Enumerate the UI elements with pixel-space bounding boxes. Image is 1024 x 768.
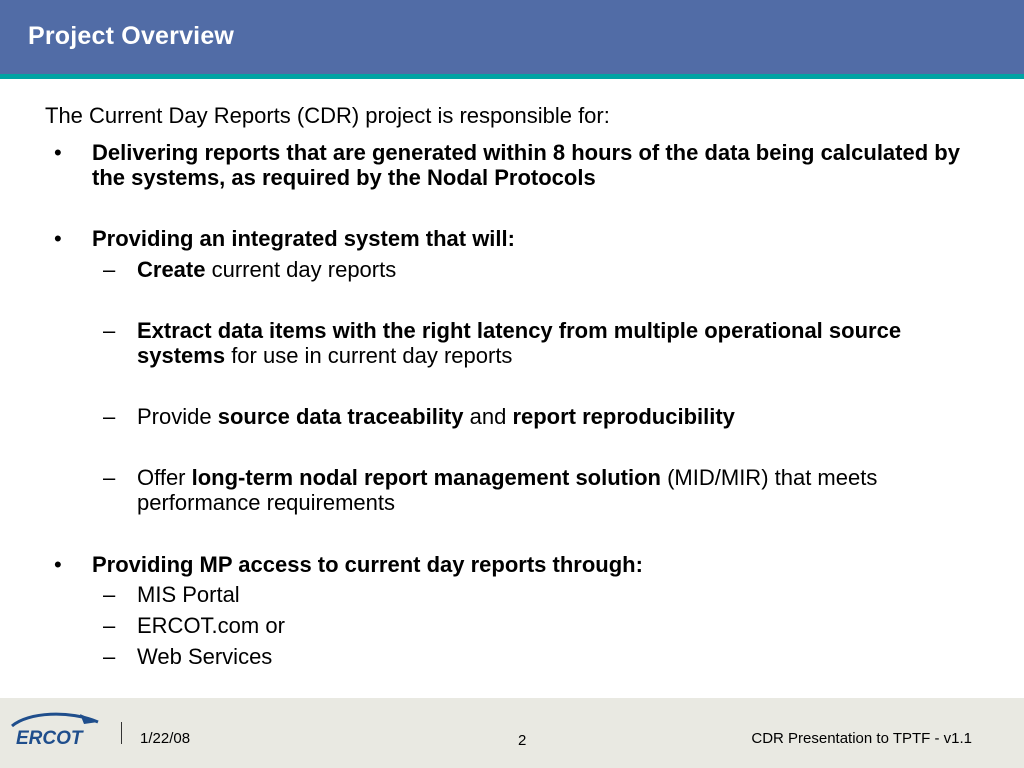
bullet-marker: • — [54, 226, 62, 251]
bullet-marker: • — [54, 140, 62, 165]
dash-marker: – — [103, 257, 116, 282]
intro-text: The Current Day Reports (CDR) project is responsible for: — [45, 103, 610, 128]
title-rule — [0, 74, 1024, 79]
bullet-marker: • — [54, 552, 62, 577]
sub-bullet-text: Provide — [137, 404, 218, 429]
ercot-logo — [10, 708, 102, 748]
sub-bullet-text: Offer — [137, 465, 192, 490]
sub-bullet-text: (MID/MIR) that meets performance requirements — [137, 465, 878, 515]
sub-bullet-text: Web Services — [137, 644, 273, 669]
dash-marker: – — [103, 318, 116, 343]
sub-bullet-bold: Extract data items with the right latency from multiple operational source systems — [137, 318, 902, 368]
dash-marker: – — [103, 613, 116, 638]
sub-bullet-text: for use in current day reports — [225, 343, 513, 368]
dash-marker: – — [103, 582, 116, 607]
svg-text:ERCOT: ERCOT — [16, 728, 83, 748]
sub-bullet-text: ERCOT.com or — [137, 613, 285, 638]
dash-marker: – — [103, 644, 116, 669]
sub-bullet-text: MIS Portal — [137, 582, 240, 607]
dash-marker: – — [103, 465, 116, 490]
sub-bullet-text: current day reports — [205, 257, 397, 282]
sub-bullet-bold: long-term nodal report management solution — [191, 465, 661, 490]
sub-bullet-bold: source data traceability — [217, 404, 464, 429]
footer-date: 1/22/08 — [140, 730, 191, 747]
sub-bullet-text: and — [463, 404, 513, 429]
sub-bullet-bold: report reproducibility — [512, 404, 735, 429]
page-number: 2 — [518, 732, 527, 749]
bullet-text: Providing MP access to current day reports through: — [92, 552, 643, 577]
dash-marker: – — [103, 404, 116, 429]
logo-divider — [121, 722, 122, 744]
bullet-text: Delivering reports that are generated within 8 hours of the data being calculated by the systems, as required by the Nodal Protocols — [92, 140, 960, 190]
sub-bullet-bold: Create — [137, 257, 206, 282]
footer — [0, 698, 1024, 768]
bullet-text: Providing an integrated system that will: — [92, 226, 515, 251]
presentation-title: CDR Presentation to TPTF - v1.1 — [751, 730, 972, 747]
slide-title: Project Overview — [28, 22, 235, 50]
